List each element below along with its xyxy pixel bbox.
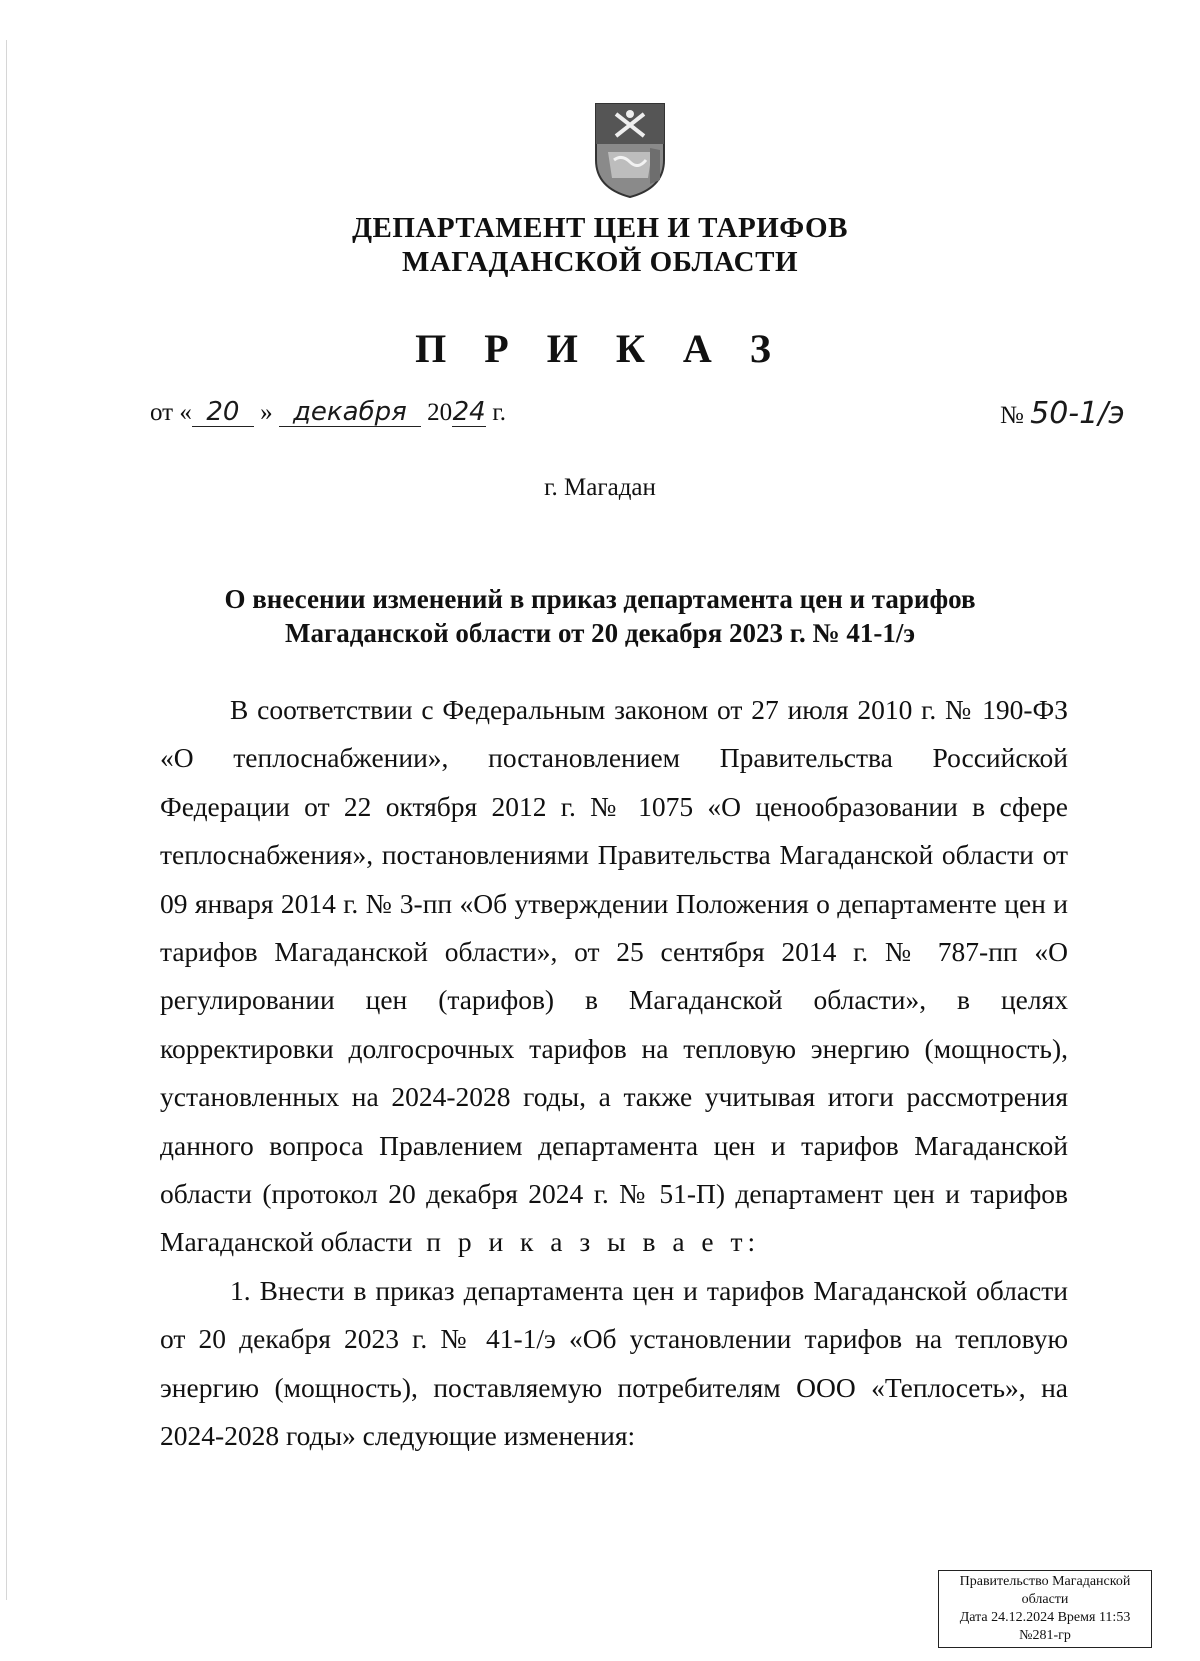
subject-line2: Магаданской области от 20 декабря 2023 г. № 41-1/э [284, 618, 916, 648]
department-name-line1: ДЕПАРТАМЕНТ ЦЕН И ТАРИФОВ [352, 212, 848, 244]
registration-stamp [938, 1570, 1152, 1648]
department-name-line2: МАГАДАНСКОЙ ОБЛАСТИ [401, 246, 799, 278]
date-month: декабря [279, 398, 421, 427]
date-year-unit: г. [492, 399, 507, 426]
stamp-line3: Дата 24.12.2024 Время 11:53 [959, 1610, 1131, 1625]
preamble-text: В соответствии с Федеральным законом от 27 июля 2010 г. № 190-ФЗ «О теплоснабжении», постановлением Правительства Российской Федерации от 22 октября 2012 г. № 1075 «О ценообразовании в сфере теплоснабжения», постановлениями Правительства Магаданской области от 09 января 2014 г. № 3-пп «Об утверждении Положения о департаменте цен и тарифов Магаданской области», от 25 сентября 2014 г. № 787-пп «О регулировании цен (тарифов) в Магаданской области», в целях корректировки долгосрочных тарифов на тепловую энергию (мощность), установленных на 2024-2028 годы, а также учитывая итоги рассмотрения данного вопроса Правлением департамента цен и тарифов Магаданской области (протокол 20 декабря 2024 г. № 51-П) департамент цен и тарифов Магаданской области [160, 694, 1068, 1258]
number-value: 50-1/э [1030, 396, 1125, 431]
order-verb: п р и к а з ы в а е т: [426, 1226, 761, 1258]
document-title: П Р И К А З [415, 326, 785, 371]
number-label: № [1000, 402, 1024, 429]
stamp-line4: №281-гр [1019, 1628, 1071, 1643]
stamp-line1: Правительство Магаданской [959, 1574, 1131, 1589]
date-quote-close: » [260, 399, 273, 426]
coat-of-arms-icon [592, 100, 668, 200]
body-paragraph-1 [160, 686, 1068, 1267]
document-date [150, 398, 506, 427]
stamp-line2: области [1021, 1592, 1069, 1607]
date-year-prefix: 20 [427, 399, 453, 426]
subject-line1: О внесении изменений в приказ департамента цен и тарифов [224, 584, 976, 614]
body-paragraph-2: 1. Внести в приказ департамента цен и тарифов Магаданской области от 20 декабря 2023 г. № 41-1/э «Об установлении тарифов на тепловую энергию (мощность), поставляемую потребителям ООО «Теплосеть», на 2024-2028 годы» следующие изменения: [160, 1274, 1068, 1452]
city: г. Магадан [544, 474, 656, 501]
date-day: 20 [192, 398, 254, 427]
document-number [1000, 396, 1125, 431]
date-year-suffix: 24 [452, 397, 486, 427]
date-prefix: от « [150, 399, 192, 426]
document-body [160, 686, 1068, 1461]
